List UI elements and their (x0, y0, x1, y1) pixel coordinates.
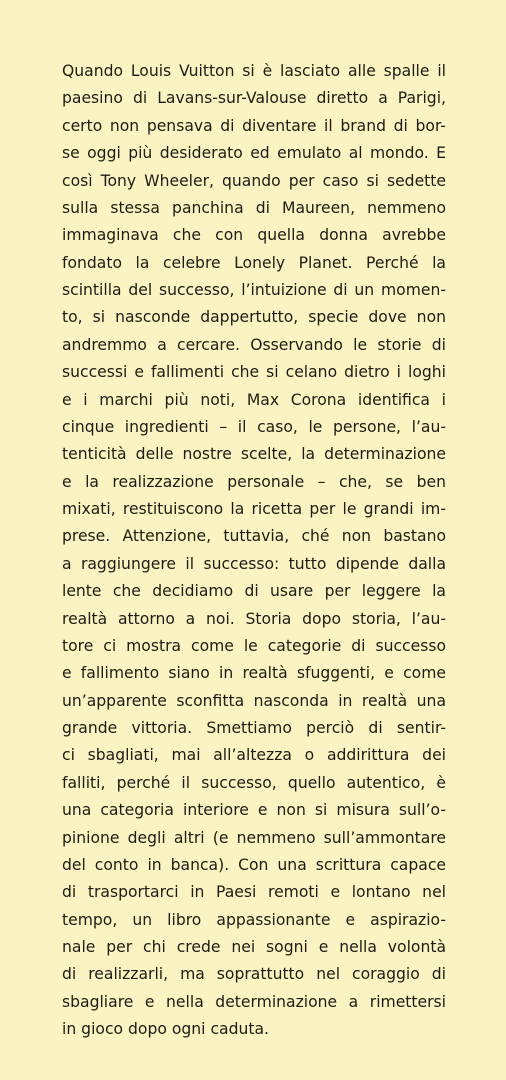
blurb-line: nale per chi crede nei sogni e nella volontà (62, 938, 446, 956)
blurb-line: lente che decidiamo di usare per leggere la (62, 582, 446, 601)
blurb-line: grande vittoria. Smettiamo perciò di sentir- (62, 719, 446, 737)
blurb-line: a raggiungere il successo: tutto dipende dalla (62, 554, 446, 573)
blurb-line: mixati, restituiscono la ricetta per le grandi im- (62, 500, 446, 518)
blurb-line: tore ci mostra come le categorie di successo (62, 636, 446, 655)
blurb-line: del conto in banca). Con una scrittura capace (62, 855, 446, 874)
blurb-line: Quando Louis Vuitton si è lasciato alle spalle il (62, 62, 446, 80)
blurb-line: tempo, un libro appassionante e aspirazio- (62, 910, 446, 929)
blurb-line: tenticità delle nostre scelte, la determinazione (62, 445, 446, 464)
blurb-line: un’apparente sconfitta nasconda in realtà una (62, 691, 446, 710)
book-blurb (62, 58, 446, 1044)
blurb-line: di trasportarci in Paesi remoti e lontano nel (62, 883, 446, 902)
blurb-line: scintilla del successo, l’intuizione di un momen- (62, 281, 446, 299)
blurb-line: paesino di Lavans-sur-Valouse diretto a Parigi, (62, 89, 446, 108)
blurb-line: andremmo a cercare. Osservando le storie di (62, 335, 446, 354)
blurb-line: ci sbagliati, mai all’altezza o addirittura dei (62, 746, 446, 765)
blurb-line: certo non pensava di diventare il brand di bor- (62, 116, 446, 135)
blurb-line: fondato la celebre Lonely Planet. Perché la (62, 253, 446, 272)
blurb-line: realtà attorno a noi. Storia dopo storia, l’au- (62, 609, 446, 628)
blurb-line: falliti, perché il successo, quello autentico, è (62, 773, 446, 792)
blurb-line: così Tony Wheeler, quando per caso si sedette (62, 171, 446, 190)
blurb-line: e fallimento siano in realtà sfuggenti, e come (62, 664, 446, 683)
blurb-line: cinque ingredienti – il caso, le persone, l’au- (62, 417, 446, 436)
blurb-line: di realizzarli, ma soprattutto nel coraggio di (62, 965, 446, 984)
blurb-line: e la realizzazione personale – che, se ben (62, 472, 446, 491)
blurb-line: e i marchi più noti, Max Corona identifica i (62, 390, 446, 409)
blurb-line: pinione degli altri (e nemmeno sull’ammontare (62, 828, 446, 847)
blurb-line: sbagliare e nella determinazione a rimettersi (62, 992, 446, 1011)
blurb-line: immaginava che con quella donna avrebbe (62, 226, 446, 245)
blurb-line: una categoria interiore e non si misura sull’o- (62, 801, 446, 820)
blurb-line: prese. Attenzione, tuttavia, ché non bastano (62, 527, 446, 546)
blurb-line: sulla stessa panchina di Maureen, nemmeno (62, 198, 446, 217)
blurb-line: successi e fallimenti che si celano dietro i loghi (62, 363, 446, 382)
blurb-line: in gioco dopo ogni caduta. (62, 1020, 269, 1039)
blurb-line: to, si nasconde dappertutto, specie dove non (62, 308, 446, 327)
blurb-line: se oggi più desiderato ed emulato al mondo. E (62, 144, 446, 163)
